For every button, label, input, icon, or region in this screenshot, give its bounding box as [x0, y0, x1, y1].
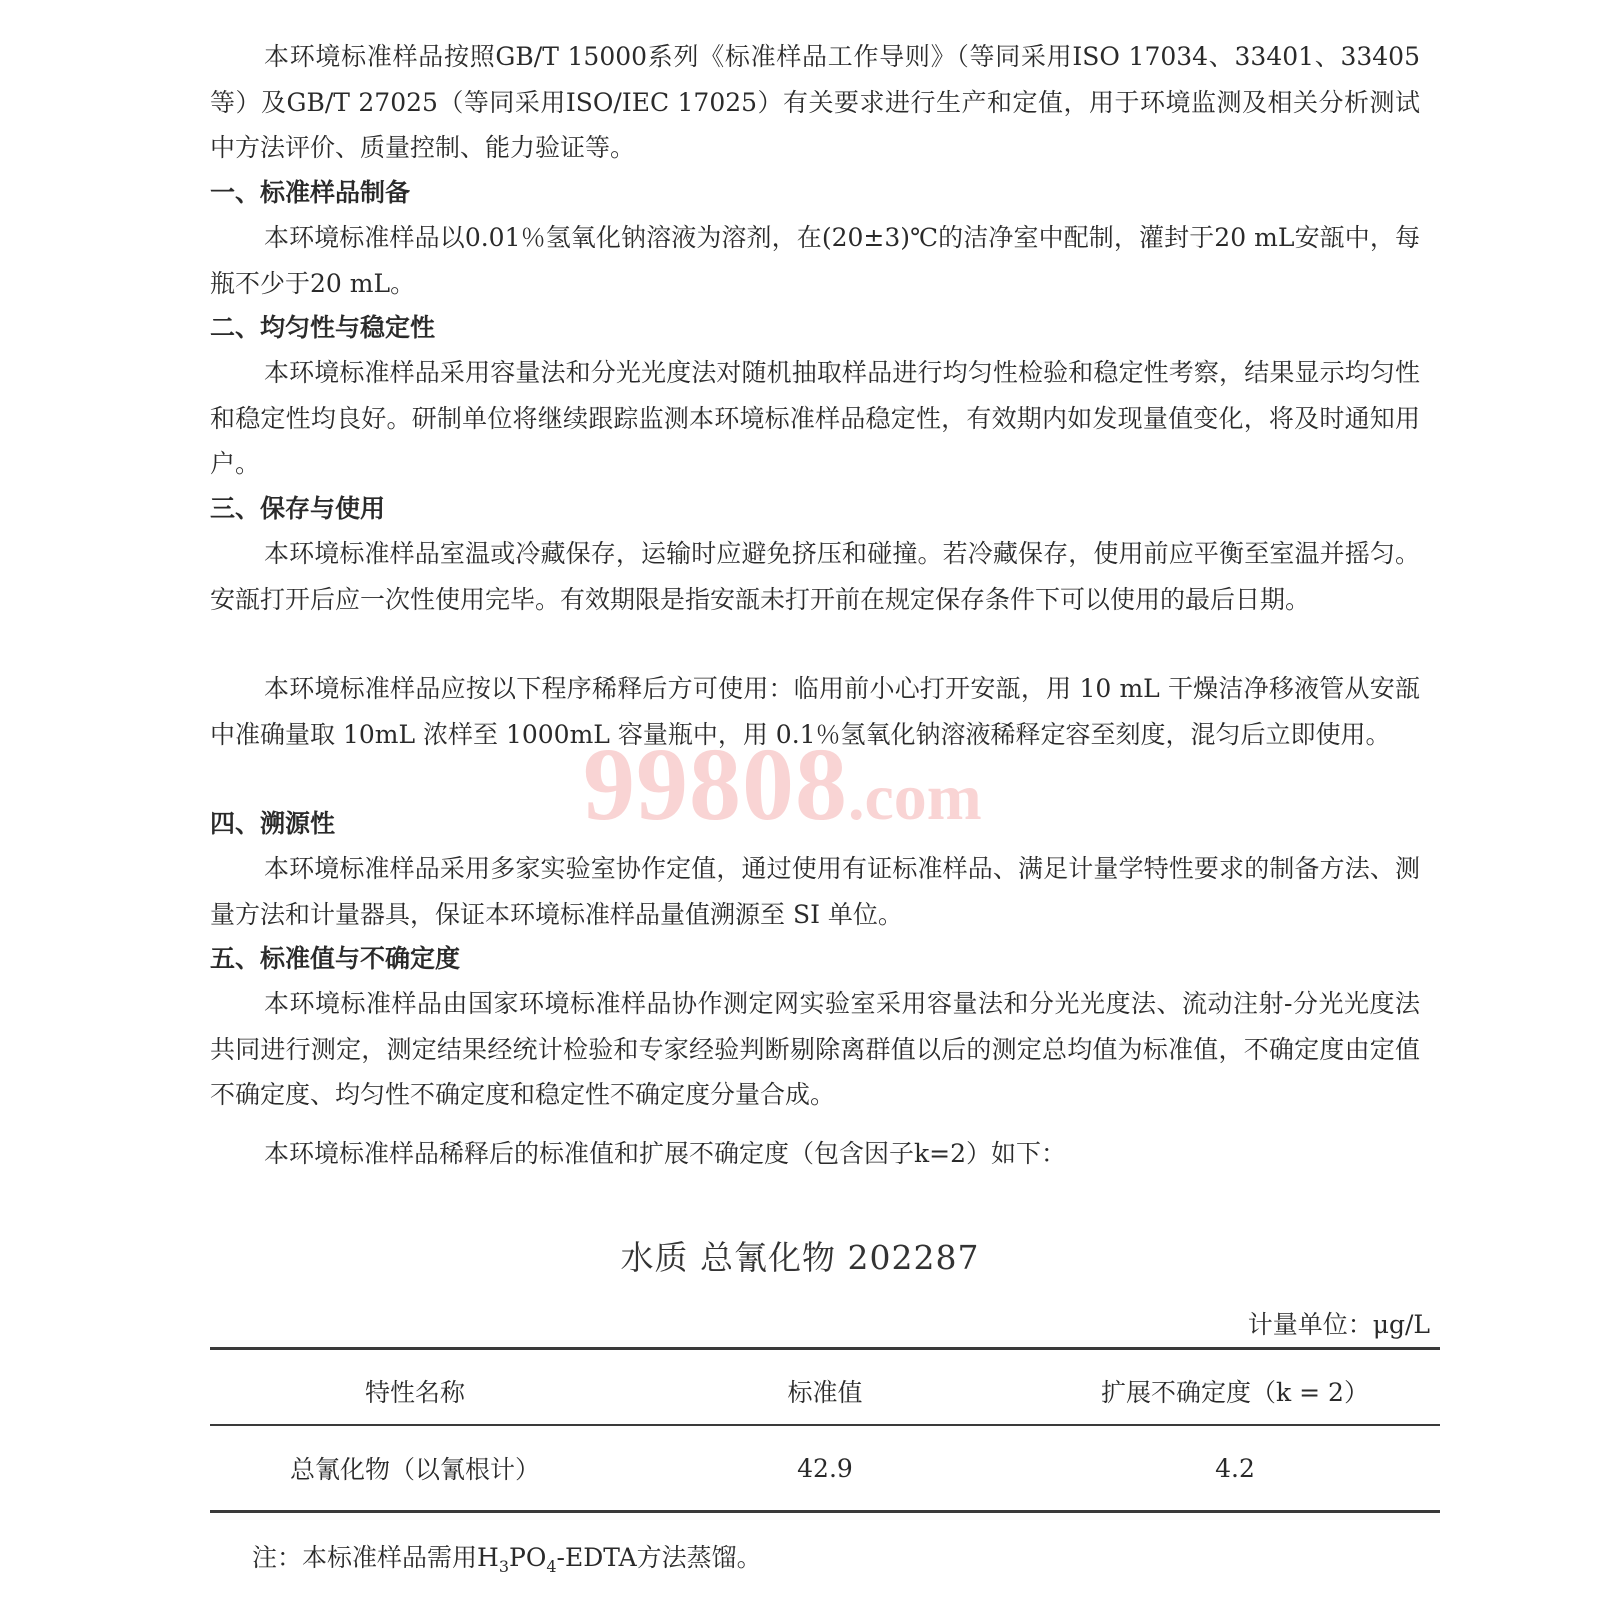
- note-suffix: -EDTA方法蒸馏。: [556, 1543, 762, 1572]
- note-prefix: 注：本标准样品需用H: [252, 1543, 499, 1572]
- section-heading-homogeneity: 二、均匀性与稳定性: [210, 313, 436, 342]
- table-header-uncertainty: 扩展不确定度（k = 2）: [1101, 1378, 1369, 1407]
- table-bottom-rule: [210, 1510, 1440, 1513]
- table-header-rule: [210, 1424, 1440, 1426]
- section-paragraph-preparation: 本环境标准样品以0.01％氢氧化钠溶液为溶剂，在(20±3)℃的洁净室中配制，灌封于20 mL安瓿中，每瓶不少于20 mL。: [210, 223, 1420, 298]
- note-subscript-3: 3: [498, 1557, 509, 1576]
- table-top-rule: [210, 1347, 1440, 1350]
- note-subscript-4: 4: [546, 1557, 557, 1576]
- watermark-suffix: .com: [848, 761, 982, 834]
- table-cell-standard-value: 42.9: [797, 1454, 853, 1483]
- table-cell-uncertainty: 4.2: [1215, 1454, 1255, 1483]
- section-heading-preparation: 一、标准样品制备: [210, 178, 411, 207]
- watermark-main: 99808: [583, 727, 848, 842]
- section-paragraph-homogeneity: 本环境标准样品采用容量法和分光光度法对随机抽取样品进行均匀性检验和稳定性考察，结果显示均匀性和稳定性均良好。研制单位将继续跟踪监测本环境标准样品稳定性，有效期内如发现量值变化，将及时通知用户。: [210, 358, 1420, 478]
- section-paragraph-values: 本环境标准样品由国家环境标准样品协作测定网实验室采用容量法和分光光度法、流动注射-分光光度法共同进行测定，测定结果经统计检验和专家经验判断剔除离群值以后的测定总均值为标准值，不确定度由定值不确定度、均匀性不确定度和稳定性不确定度分量合成。: [210, 989, 1420, 1109]
- section-paragraph-table-intro: 本环境标准样品稀释后的标准值和扩展不确定度（包含因子k=2）如下：: [264, 1139, 1067, 1168]
- section-paragraph-traceability: 本环境标准样品采用多家实验室协作定值，通过使用有证标准样品、满足计量学特性要求的制备方法、测量方法和计量器具，保证本环境标准样品量值溯源至 SI 单位。: [210, 854, 1420, 929]
- sample-title: 水质 总氰化物 202287: [620, 1238, 980, 1277]
- table-header-property: 特性名称: [364, 1378, 465, 1407]
- table-header-standard-value: 标准值: [787, 1378, 863, 1407]
- table-note: [252, 1538, 762, 1576]
- table-cell-property: 总氰化物（以氰根计）: [289, 1455, 540, 1484]
- section-paragraph-dilution: 本环境标准样品应按以下程序稀释后方可使用：临用前小心打开安瓿，用 10 mL 干燥洁净移液管从安瓿中准确量取 10mL 浓样至 1000mL 容量瓶中，用 0.1％氢氧化钠溶液稀释定容至刻度，混匀后立即使用。: [210, 674, 1420, 749]
- intro-paragraph: 本环境标准样品按照GB/T 15000系列《标准样品工作导则》（等同采用ISO 17034、33401、33405等）及GB/T 27025（等同采用ISO/IEC 17025）有关要求进行生产和定值，用于环境监测及相关分析测试中方法评价、质量控制、能力验证等。: [210, 42, 1420, 162]
- section-paragraph-storage: 本环境标准样品室温或冷藏保存，运输时应避免挤压和碰撞。若冷藏保存，使用前应平衡至室温并摇匀。安瓿打开后应一次性使用完毕。有效期限是指安瓿未打开前在规定保存条件下可以使用的最后日期。: [210, 539, 1420, 614]
- section-heading-traceability: 四、溯源性: [210, 809, 336, 838]
- note-mid: PO: [509, 1543, 547, 1572]
- section-heading-values: 五、标准值与不确定度: [210, 944, 461, 973]
- section-heading-storage: 三、保存与使用: [210, 494, 386, 523]
- unit-label: 计量单位：μg/L: [1247, 1310, 1430, 1339]
